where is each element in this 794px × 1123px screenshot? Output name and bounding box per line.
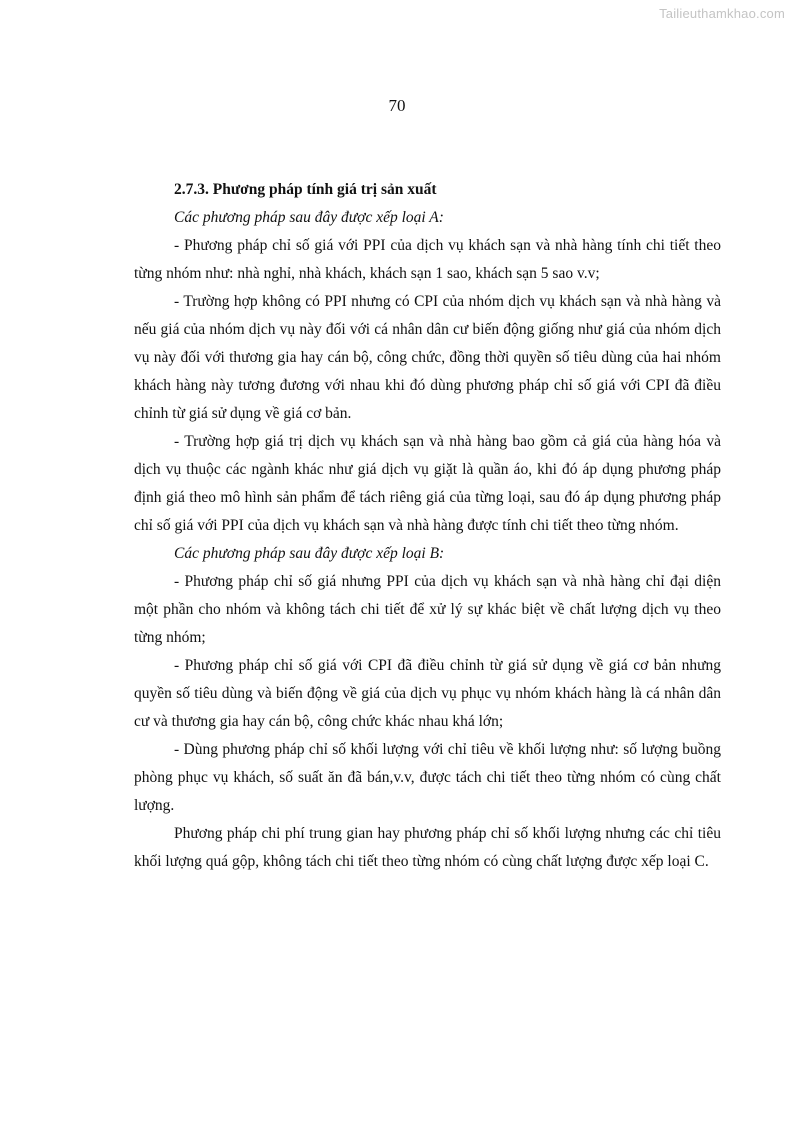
page-number: 70	[388, 96, 406, 115]
section-b-item: - Phương pháp chỉ số giá với CPI đã điều chỉnh từ giá sử dụng về giá cơ bản nhưng quyền số tiêu dùng và biến động về giá của dịch vụ phục vụ nhóm khách hàng là cá nhân dân cư và thương gia hay cán bộ, công chức khác nhau khá lớn;	[134, 657, 721, 730]
section-b-item: - Phương pháp chỉ số giá nhưng PPI của dịch vụ khách sạn và nhà hàng chỉ đại diện một phần cho nhóm và không tách chi tiết để xử lý sự khác biệt về chất lượng dịch vụ theo từng nhóm;	[134, 573, 721, 646]
section-a-item: - Phương pháp chỉ số giá với PPI của dịch vụ khách sạn và nhà hàng tính chi tiết theo từng nhóm như: nhà nghỉ, nhà khách, khách sạn 1 sao, khách sạn 5 sao v.v;	[134, 237, 721, 282]
section-a-item: - Trường hợp không có PPI nhưng có CPI của nhóm dịch vụ khách sạn và nhà hàng và nếu giá của nhóm dịch vụ này đối với cá nhân dân cư biến động giống như giá của nhóm dịch vụ này đối với thương gia hay cán bộ, công chức, đồng thời quyền số tiêu dùng của hai nhóm khách hàng này tương đương với nhau khi đó dùng phương pháp chỉ số giá với CPI đã điều chỉnh từ giá sử dụng về giá cơ bản.	[134, 293, 721, 422]
watermark: Tailieuthamkhao.com	[659, 6, 785, 21]
section-b-intro: Các phương pháp sau đây được xếp loại B:	[174, 545, 445, 562]
section-c-paragraph: Phương pháp chi phí trung gian hay phương pháp chỉ số khối lượng nhưng các chỉ tiêu khối lượng quá gộp, không tách chi tiết theo từng nhóm có cùng chất lượng được xếp loại C.	[134, 825, 721, 870]
section-a-item: - Trường hợp giá trị dịch vụ khách sạn và nhà hàng bao gồm cả giá của hàng hóa và dịch vụ thuộc các ngành khác như giá dịch vụ giặt là quần áo, khi đó áp dụng phương pháp định giá theo mô hình sản phẩm để tách riêng giá của từng loại, sau đó áp dụng phương pháp chỉ số giá với PPI của dịch vụ khách sạn và nhà hàng được tính chi tiết theo từng nhóm.	[134, 433, 721, 534]
section-a-intro: Các phương pháp sau đây được xếp loại A:	[174, 209, 444, 226]
document-body	[134, 176, 721, 876]
section-heading: 2.7.3. Phương pháp tính giá trị sản xuất	[174, 181, 437, 198]
section-b-item: - Dùng phương pháp chỉ số khối lượng với chỉ tiêu về khối lượng như: số lượng buồng phòng phục vụ khách, số suất ăn đã bán,v.v, được tách chi tiết theo từng nhóm có cùng chất lượng.	[134, 741, 721, 814]
